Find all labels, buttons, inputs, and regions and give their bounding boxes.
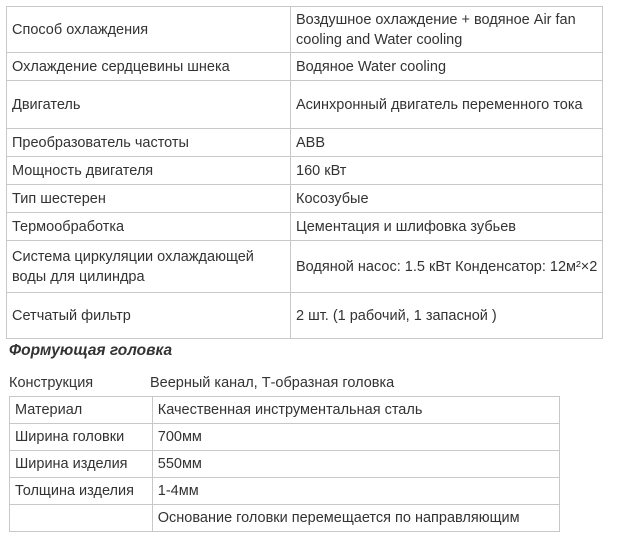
table-row (7, 293, 603, 339)
head-value: Основание головки перемещается по направляющим (152, 505, 559, 532)
spec-value: Косозубые (291, 185, 603, 213)
spec-label: Способ охлаждения (7, 7, 291, 53)
spec-value: Асинхронный двигатель переменного тока (291, 81, 603, 129)
table-row (7, 53, 603, 81)
spec-label: Тип шестерен (7, 185, 291, 213)
spec-value: Водяное Water cooling (291, 53, 603, 81)
section-title: Формующая головка (9, 342, 173, 359)
table-row (10, 505, 560, 532)
table-row (7, 213, 603, 241)
table-row (10, 397, 560, 424)
table-row (7, 81, 603, 129)
spec-value: Водяной насос: 1.5 кВт Конденсатор: 12м²×2 (291, 241, 603, 293)
head-table (9, 396, 560, 532)
spec-label: Термообработка (7, 213, 291, 241)
table-row (10, 478, 560, 505)
head-label: Материал (10, 397, 153, 424)
spec-label: Охлаждение сердцевины шнека (7, 53, 291, 81)
head-label: Ширина изделия (10, 451, 153, 478)
spec-value: Цементация и шлифовка зубьев (291, 213, 603, 241)
construction-label: Конструкция (9, 375, 94, 391)
table-row (7, 157, 603, 185)
spec-label: Преобразователь частоты (7, 129, 291, 157)
spec-value: ABB (291, 129, 603, 157)
table-row (10, 451, 560, 478)
table-row (7, 7, 603, 53)
construction-value: Веерный канал, Т-образная головка (150, 375, 395, 391)
spec-value: Воздушное охлаждение + водяное Air fan cooling and Water cooling (291, 7, 603, 53)
spec-label: Двигатель (7, 81, 291, 129)
head-label: Толщина изделия (10, 478, 153, 505)
spec-value: 160 кВт (291, 157, 603, 185)
head-label (10, 505, 153, 532)
spec-table (6, 6, 603, 339)
head-value: 550мм (152, 451, 559, 478)
head-label: Ширина головки (10, 424, 153, 451)
head-value: 700мм (152, 424, 559, 451)
spec-label: Сетчатый фильтр (7, 293, 291, 339)
head-value: 1-4мм (152, 478, 559, 505)
spec-value: 2 шт. (1 рабочий, 1 запасной ) (291, 293, 603, 339)
spec-label: Мощность двигателя (7, 157, 291, 185)
table-row (10, 424, 560, 451)
table-row (7, 241, 603, 293)
spec-label: Система циркуляции охлаждающей воды для цилиндра (7, 241, 291, 293)
table-row (7, 185, 603, 213)
head-value: Качественная инструментальная сталь (152, 397, 559, 424)
table-row (7, 129, 603, 157)
